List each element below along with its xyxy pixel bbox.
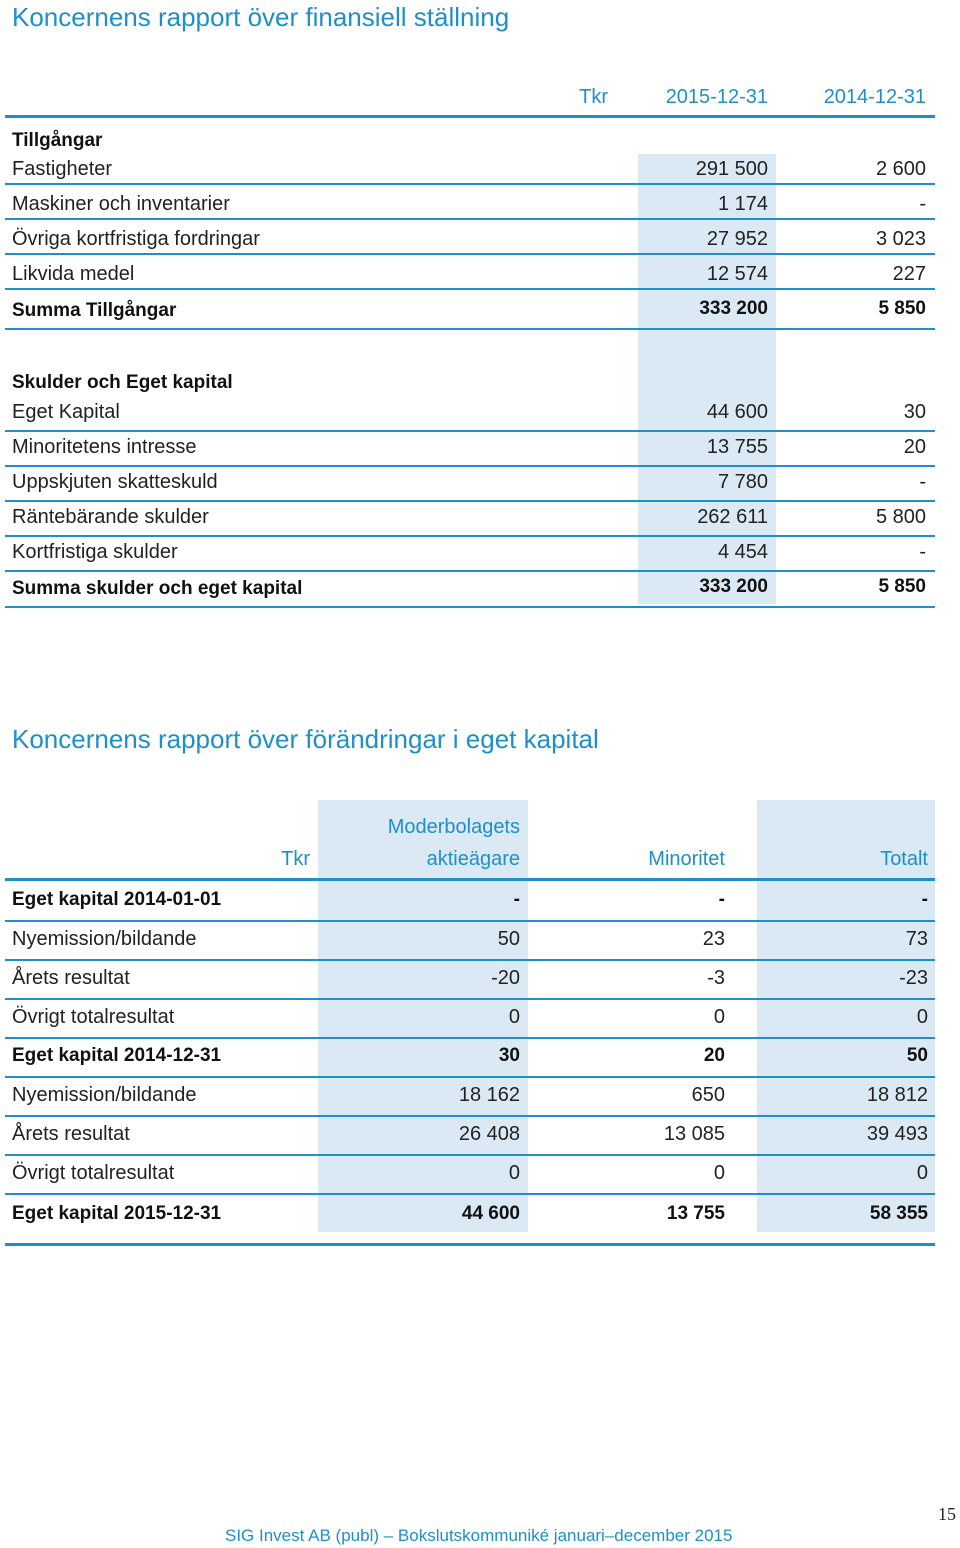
assets-row-rule xyxy=(5,183,935,185)
equity-row-total: 0 xyxy=(916,1006,928,1028)
page-number: 15 xyxy=(938,1504,956,1524)
liabilities-total-2015: 333 200 xyxy=(699,576,768,597)
equity-row-label: Årets resultat xyxy=(12,1123,130,1145)
equity-row-parent: 26 408 xyxy=(458,1123,520,1145)
assets-row-rule xyxy=(5,253,935,255)
equity-bottom-rule xyxy=(5,1243,935,1246)
liabilities-row-label: Räntebärande skulder xyxy=(12,506,209,528)
assets-row-value-2014: 3 023 xyxy=(875,228,926,250)
equity-row-label: Nyemission/bildande xyxy=(12,928,197,950)
equity-row-parent: 50 xyxy=(497,928,520,950)
equity-row-total: 0 xyxy=(916,1162,928,1184)
liabilities-row-value-2014: 20 xyxy=(903,436,926,458)
liabilities-row-value-2015: 44 600 xyxy=(706,401,768,423)
liabilities-row-rule xyxy=(5,500,935,502)
equity-row-parent: 18 162 xyxy=(458,1084,520,1106)
equity-row-parent: 30 xyxy=(498,1045,520,1066)
equity-row-minority: 13 755 xyxy=(666,1203,725,1224)
equity-unit-header: Tkr xyxy=(281,848,310,870)
equity-row-parent: 0 xyxy=(508,1162,520,1184)
equity-row-rule xyxy=(5,1076,935,1078)
liabilities-row-label: Minoritetens intresse xyxy=(12,436,197,458)
equity-row-rule xyxy=(5,998,935,1000)
equity-row-parent: - xyxy=(513,889,520,910)
footer-text: SIG Invest AB (publ) – Bokslutskommuniké januari–december 2015 xyxy=(225,1526,733,1545)
assets-total-2014: 5 850 xyxy=(878,298,926,319)
equity-col1-header-line2: aktieägare xyxy=(426,848,520,870)
liabilities-row-value-2015: 4 454 xyxy=(717,541,768,563)
equity-row-minority: 13 085 xyxy=(663,1123,725,1145)
assets-row-label: Likvida medel xyxy=(12,263,135,285)
equity-row-parent: 0 xyxy=(508,1006,520,1028)
equity-row-rule xyxy=(5,959,935,961)
balance-unit-header: Tkr xyxy=(579,86,608,108)
assets-row-rule xyxy=(5,288,935,290)
equity-row-minority: - xyxy=(718,889,725,910)
equity-row-label: Eget kapital 2014-01-01 xyxy=(12,889,222,910)
liabilities-row-rule xyxy=(5,535,935,537)
assets-total-label: Summa Tillgångar xyxy=(12,300,177,321)
equity-row-total: - xyxy=(921,889,928,910)
liabilities-row-label: Uppskjuten skatteskuld xyxy=(12,471,218,493)
assets-row-value-2015: 291 500 xyxy=(695,158,768,180)
liabilities-row-value-2014: - xyxy=(919,471,926,493)
equity-row-label: Övrigt totalresultat xyxy=(12,1006,175,1028)
equity-row-parent: 44 600 xyxy=(461,1203,520,1224)
equity-row-minority: -3 xyxy=(707,967,725,989)
equity-row-total: 73 xyxy=(905,928,928,950)
equity-col3-header: Totalt xyxy=(880,848,928,870)
liabilities-row-value-2015: 13 755 xyxy=(706,436,768,458)
balance-col1-header: 2015-12-31 xyxy=(665,86,768,108)
liabilities-row-label: Kortfristiga skulder xyxy=(12,541,178,563)
liabilities-total-rule xyxy=(5,606,935,608)
equity-row-minority: 20 xyxy=(703,1045,725,1066)
balance-col2-header: 2014-12-31 xyxy=(823,86,926,108)
equity-row-total: 39 493 xyxy=(866,1123,928,1145)
assets-row-value-2015: 1 174 xyxy=(717,193,768,215)
equity-row-rule xyxy=(5,1115,935,1117)
equity-row-total: -23 xyxy=(899,967,928,989)
equity-row-minority: 650 xyxy=(691,1084,725,1106)
equity-row-label: Eget kapital 2014-12-31 xyxy=(12,1045,222,1066)
assets-row-label: Maskiner och inventarier xyxy=(12,193,230,215)
equity-row-label: Nyemission/bildande xyxy=(12,1084,197,1106)
equity-title: Koncernens rapport över förändringar i eget kapital xyxy=(12,724,599,754)
liabilities-total-label: Summa skulder och eget kapital xyxy=(12,578,303,599)
liabilities-row-rule xyxy=(5,465,935,467)
equity-row-total: 58 355 xyxy=(869,1203,928,1224)
liabilities-row-value-2015: 7 780 xyxy=(717,471,768,493)
equity-row-label: Övrigt totalresultat xyxy=(12,1162,175,1184)
equity-row-rule xyxy=(5,1193,935,1195)
equity-col2-header: Minoritet xyxy=(648,848,725,870)
equity-row-rule xyxy=(5,920,935,922)
liabilities-row-rule xyxy=(5,570,935,572)
liabilities-row-value-2014: - xyxy=(919,541,926,563)
liabilities-total-2014: 5 850 xyxy=(878,576,926,597)
assets-row-value-2014: - xyxy=(919,193,926,215)
equity-row-label: Årets resultat xyxy=(12,967,130,989)
assets-total-rule xyxy=(5,328,935,330)
equity-row-minority: 0 xyxy=(713,1006,725,1028)
assets-total-2015: 333 200 xyxy=(699,298,768,319)
assets-row-value-2014: 2 600 xyxy=(875,158,926,180)
equity-col1-header-line1: Moderbolagets xyxy=(387,816,520,838)
balance-header-rule xyxy=(5,115,935,118)
equity-row-label: Eget kapital 2015-12-31 xyxy=(12,1203,222,1224)
assets-row-value-2015: 27 952 xyxy=(706,228,768,250)
equity-header-rule xyxy=(5,878,935,881)
liabilities-row-rule xyxy=(5,430,935,432)
assets-row-label: Fastigheter xyxy=(12,158,113,180)
assets-row-value-2015: 12 574 xyxy=(706,263,768,285)
liabilities-heading: Skulder och Eget kapital xyxy=(12,372,233,393)
equity-row-total: 50 xyxy=(906,1045,928,1066)
liabilities-row-value-2015: 262 611 xyxy=(697,506,768,528)
liabilities-row-value-2014: 30 xyxy=(903,401,926,423)
balance-title: Koncernens rapport över finansiell ställning xyxy=(12,2,510,32)
equity-row-total: 18 812 xyxy=(866,1084,928,1106)
assets-row-rule xyxy=(5,218,935,220)
equity-row-minority: 0 xyxy=(713,1162,725,1184)
equity-row-parent: -20 xyxy=(491,967,520,989)
assets-row-label: Övriga kortfristiga fordringar xyxy=(12,228,260,250)
assets-heading: Tillgångar xyxy=(12,130,103,151)
liabilities-row-label: Eget Kapital xyxy=(12,401,120,423)
equity-row-minority: 23 xyxy=(702,928,725,950)
assets-row-value-2014: 227 xyxy=(892,263,926,285)
equity-row-rule xyxy=(5,1037,935,1039)
equity-row-rule xyxy=(5,1154,935,1156)
liabilities-row-value-2014: 5 800 xyxy=(875,506,926,528)
